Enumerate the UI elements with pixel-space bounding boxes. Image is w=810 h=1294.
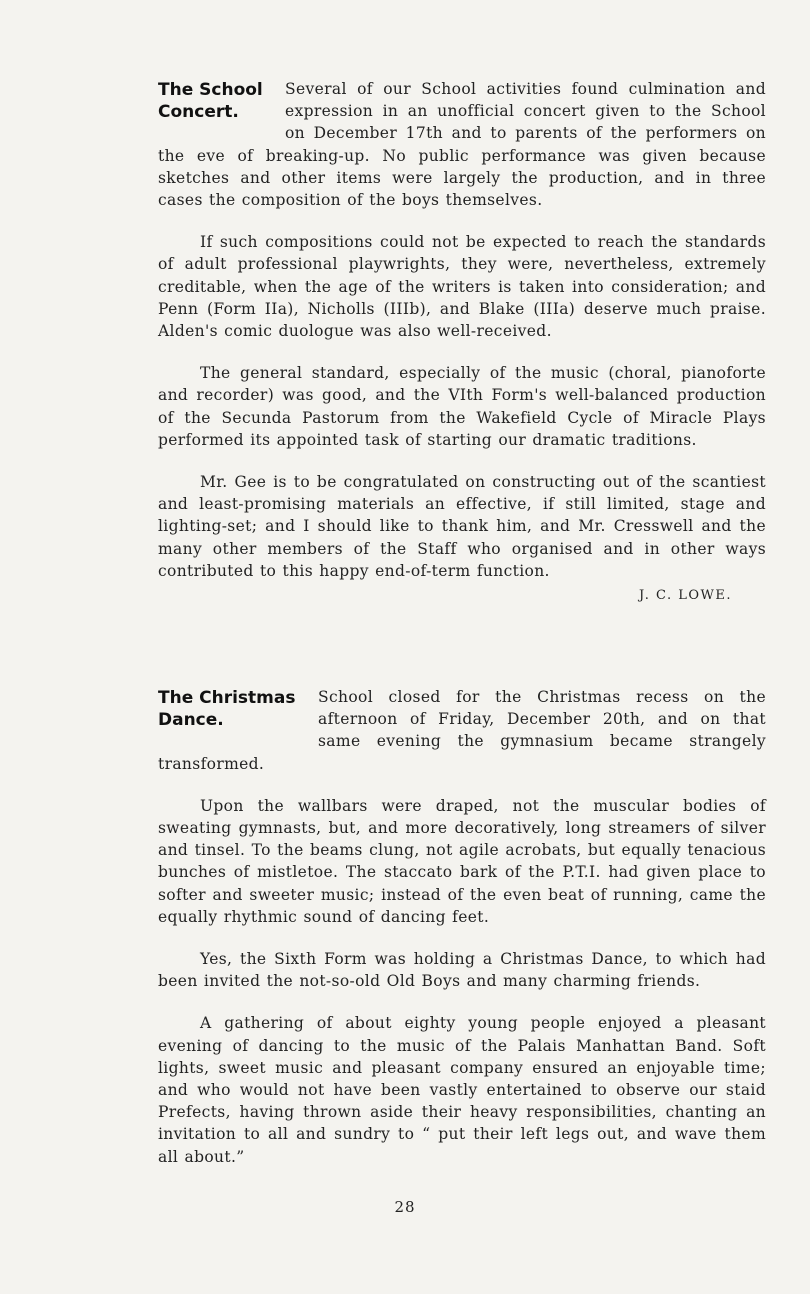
dance-paragraph-4: A gathering of about eighty young people enjoyed a pleasant evening of dancing to the music of the Palais Manhattan Band. Soft lights, sweet music and pleasant company ensured an enjoyable time; and who would not have been vastly entertained to observe our staid Prefects, having thrown aside their heavy responsibilities, chanting an invitation to all and sundry to “ put their left legs out, and wave them all about.”	[158, 1014, 766, 1166]
school-concert-heading: The School Concert.	[158, 80, 263, 122]
christmas-dance-heading: The Christmas Dance.	[158, 688, 296, 730]
concert-signature: J. C. LOWE.	[639, 588, 732, 604]
concert-paragraph-3: The general standard, especially of the music (choral, pianoforte and recorder) was good, and the VIth Form's well-balanced production of the Secunda Pastorum from the Wakefield Cycle of Miracle Plays performed its appointed task of starting our dramatic traditions.	[158, 364, 766, 449]
concert-paragraph-2: If such compositions could not be expected to reach the standards of adult professional playwrights, they were, nevertheless, extremely creditable, when the age of the writers is taken into consideration; and Penn (Form IIa), Nicholls (IIIb), and Blake (IIIa) deserve much praise. Alden's comic duologue was also well-received.	[158, 233, 766, 341]
dance-paragraph-2: Upon the wallbars were draped, not the muscular bodies of sweating gymnasts, but, and more decoratively, long streamers of silver and tinsel. To the beams clung, not agile acrobats, but equally tenacious bunches of mistletoe. The staccato bark of the P.T.I. had given place to softer and sweeter music; instead of the even beat of running, came the equally rhythmic sound of dancing feet.	[158, 796, 766, 926]
concert-paragraph-1: Several of our School activities found culmination and expression in an unofficial concert given to the School on December 17th and to parents of the performers on the eve of breaking-up. No public performance was given because sketches and other items were largely the production, and in three cases the composition of the boys themselves.	[158, 80, 766, 210]
christmas-dance-article	[158, 686, 766, 1168]
dance-paragraph-1: School closed for the Christmas recess on the afternoon of Friday, December 20th, and on that same evening the gymnasium became strangely transformed.	[158, 688, 766, 773]
concert-paragraph-4: Mr. Gee is to be congratulated on constructing out of the scantiest and least-promising materials an effective, if still limited, stage and lighting-set; and I should like to thank him, and Mr. Cresswell and the many other members of the Staff who organised and in other ways contributed to this happy end-of-term function.	[158, 473, 766, 580]
page-number: 28	[394, 1198, 416, 1216]
dance-paragraph-3: Yes, the Sixth Form was holding a Christmas Dance, to which had been invited the not-so-old Old Boys and many charming friends.	[158, 950, 766, 991]
school-concert-article	[158, 78, 766, 603]
